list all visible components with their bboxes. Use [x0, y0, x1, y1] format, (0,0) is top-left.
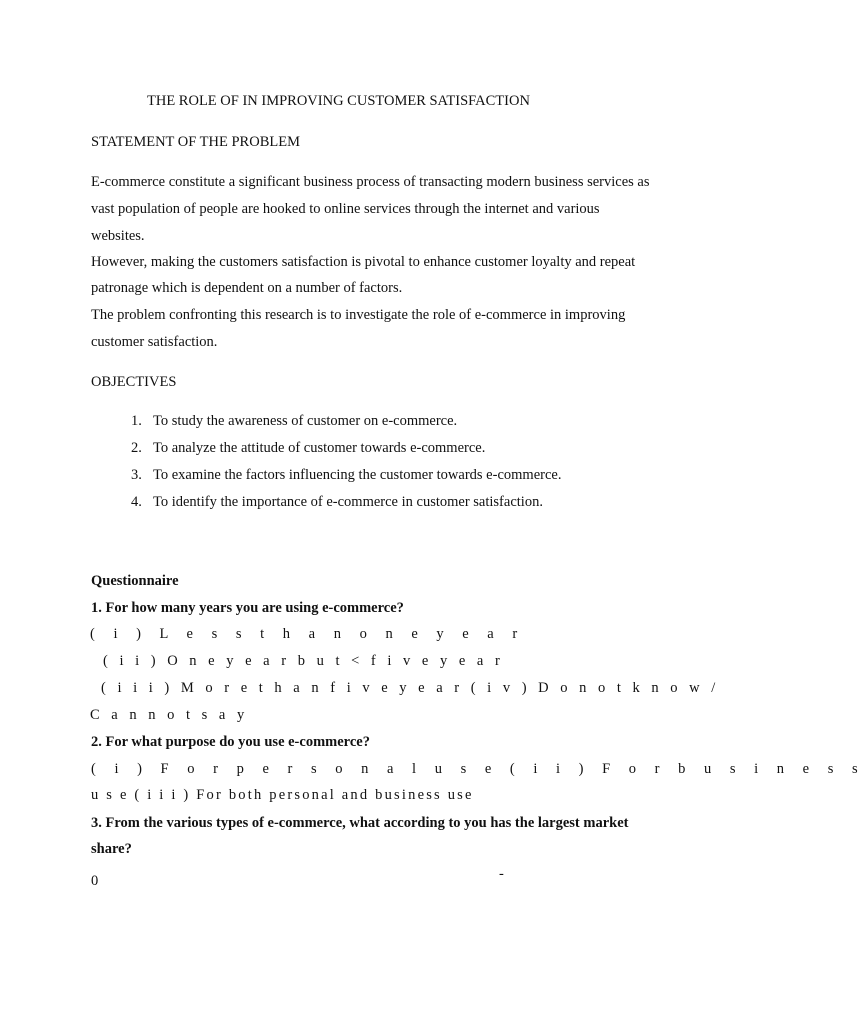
problem-line-2: vast population of people are hooked to online services through the internet and various [91, 201, 600, 217]
question-1-option-2: ( i i ) O n e y e a r b u t < f i v e y e a r [103, 653, 504, 669]
list-item-number: 4. [131, 494, 142, 510]
question-2-option-2: u s e ( i i i ) For both personal and business use [91, 787, 474, 803]
list-item-number: 3. [131, 467, 142, 483]
question-3-line-1: 3. From the various types of e-commerce, what according to you has the largest market [91, 815, 629, 831]
document-title: THE ROLE OF IN IMPROVING CUSTOMER SATISFACTION [147, 93, 530, 109]
problem-line-4: However, making the customers satisfaction is pivotal to enhance customer loyalty and repeat [91, 254, 636, 270]
question-1-option-3: ( i i i ) M o r e t h a n f i v e y e a r ( i v ) D o n o t k n o w / [101, 680, 720, 696]
question-1: 1. For how many years you are using e-commerce? [91, 600, 404, 616]
questionnaire-heading: Questionnaire [91, 573, 179, 589]
list-item-number: 2. [131, 440, 142, 456]
problem-line-5: patronage which is dependent on a number of factors. [91, 280, 403, 296]
question-3-line-2: share? [91, 841, 132, 857]
question-1-option-1: ( i ) L e s s t h a n o n e y e a r [90, 626, 525, 642]
list-item: To study the awareness of customer on e-commerce. [153, 413, 458, 429]
list-item: To examine the factors influencing the customer towards e-commerce. [153, 467, 562, 483]
list-item: To identify the importance of e-commerce in customer satisfaction. [153, 494, 543, 510]
question-2: 2. For what purpose do you use e-commerce? [91, 734, 370, 750]
problem-line-3: websites. [91, 228, 145, 244]
list-item-number: 1. [131, 413, 142, 429]
problem-line-1: E-commerce constitute a significant business process of transacting modern business services as [91, 174, 650, 190]
stray-dash: - [499, 866, 504, 882]
list-item: To analyze the attitude of customer towards e-commerce. [153, 440, 486, 456]
question-2-option-1: ( i ) F o r p e r s o n a l u s e ( i i ) F o r b u s i n e s s [91, 761, 865, 777]
objectives-heading: OBJECTIVES [91, 374, 177, 390]
problem-heading: STATEMENT OF THE PROBLEM [91, 134, 300, 150]
problem-line-7: customer satisfaction. [91, 334, 218, 350]
page-number: 0 [91, 873, 99, 889]
problem-line-6: The problem confronting this research is to investigate the role of e-commerce in improving [91, 307, 626, 323]
question-1-option-3-cont: C a n n o t s a y [90, 707, 249, 723]
